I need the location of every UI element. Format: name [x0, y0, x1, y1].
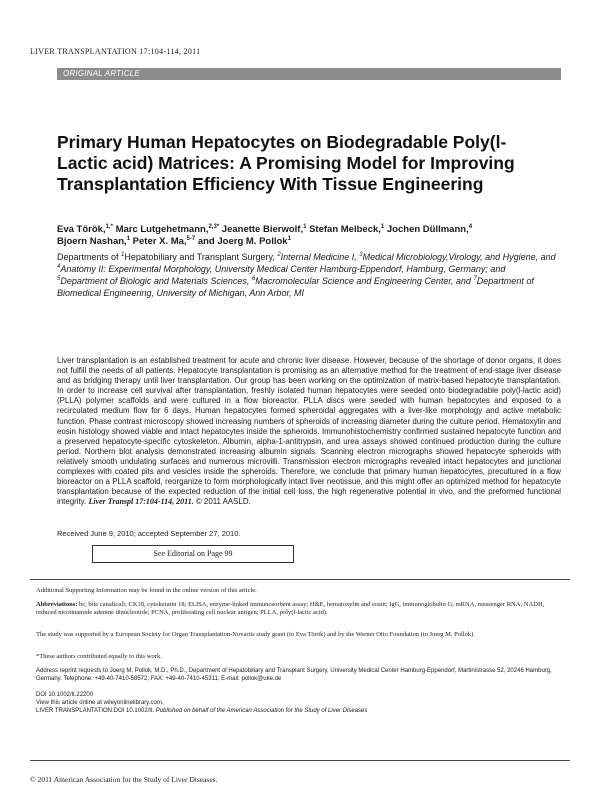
- footnotes: [30, 579, 570, 761]
- footnote-supporting-info: Additional Supporting Information may be found in the online version of this article.: [36, 587, 257, 594]
- see-editorial-link[interactable]: See Editorial on Page 99: [92, 545, 294, 563]
- footnote-equal-contribution: *These authors contributed equally to this work.: [36, 653, 162, 660]
- article-title: Primary Human Hepatocytes on Biodegradable Poly(l-Lactic acid) Matrices: A Promising Model for Improving Transplantation Efficiency With Tissue Engineering: [57, 132, 515, 194]
- author[interactable]: Marc Lutgehetmann,$^{2,3*}$: [115, 223, 220, 235]
- author[interactable]: Stefan Melbeck,$^1$: [309, 223, 385, 235]
- abstract-copyright: © 2011 AASLD.: [195, 497, 251, 507]
- author[interactable]: Jochen Düllmann,$^4$: [386, 223, 473, 235]
- abstract: [57, 356, 561, 507]
- author[interactable]: and Joerg M. Pollok$^1$: [197, 235, 291, 247]
- author[interactable]: Bjoern Nashan,$^1$: [57, 235, 131, 247]
- footnote-address: Address reprint requests to Joerg M. Pollok, M.D., Ph.D., Department of Hepatobiliary and Transplant Surgery, University Medical Center Hamburg-Eppendorf, Martinistrasse 52, 20246 Hamburg, Germany. Telephone: +49-40-7410-58572; FAX: +49-40-7410-45311; E-mail: pollok@uke.de: [36, 668, 552, 682]
- doi[interactable]: DOI 10.1002/lt.22200: [36, 692, 94, 698]
- abstract-citation: Liver Transpl 17:104-114, 2011.: [88, 497, 194, 507]
- footnote-abbreviations: Abbreviations: bc, bile canaliculi; CK18, cytokeratin 18; ELISA, enzyme-linked immunosorbent assay; H&E, hematoxylin and eosin; IgG, immunoglobulin G; mRNA, messenger RNA; NADH, reduced nicotinamide adenine dinucleotide; PCNA, proliferating cell nuclear antigen; PLLA, poly(l-lactic acid).: [36, 601, 545, 617]
- section-banner: ORIGINAL ARTICLE: [57, 68, 561, 80]
- author[interactable]: Peter X. Ma,$^{5-7}$: [132, 235, 196, 247]
- footnote-doi: DOI 10.1002/lt.22200 View this article online at wileyonlinelibrary.com. LIVER TRANSPLANTATION.DOI 10.1002/lt. Published on behalf of the American Association for the Study of Liver Diseases: [36, 692, 562, 715]
- abstract-body: Liver transplantation is an established treatment for acute and chronic liver disease. However, because of the shortage of donor organs, it does not fulfill the needs of all patients. Hepatocyte transplantation is promising as an alternative method for the treatment of end-stage liver disease and as bridging therapy until liver transplantation. Our group has been working on the optimization of matrix-based hepatocyte transplantation. In order to increase cell survival after transplantation, freshly isolated human hepatocytes were seeded onto biodegradable poly(l-lactic acid) (PLLA) polymer scaffolds and were cultured in a flow bioreactor. PLLA discs were seeded with human hepatocytes and exposed to a recirculated medium flow for 6 days. Human hepatocytes formed spheroidal aggregates with a liver-like morphology and active metabolic function. Phase contrast microscopy showed increasing numbers of spheroids of increasing diameter during the culture period. Hematoxylin and eosin histology showed viable and intact hepatocytes inside the spheroids. Immunohistochemistry confirmed sustained hepatocyte function and a preserved hepatocyte-specific cytoskeleton. Albumin, alpha-1-antitrypsin, and urea assays showed continued production during the culture period. Northern blot analysis demonstrated increasing albumin signals. Scanning electron micrographs showed hepatocyte spheroids with relatively smooth undulating surfaces and numerous microvilli. Transmission electron micrographs revealed intact hepatocytes and junctional complexes with coated pits and vesicles inside the spheroids. Therefore, we conclude that primary human hepatocytes, precultured in a flow bioreactor on a PLLA scaffold, reorganize to form morphologically intact liver neotissue, and this might offer an optimized method for hepatocyte transplantation because of the expected reduction of the initial cell loss, the high regenerative potential in vivo, and the preformed functional integrity.: [57, 356, 561, 507]
- affiliations: Departments of $^1$Hepatobiliary and Transplant Surgery, $^2$Internal Medicine I, $^3$Medical Microbiology,Virology, and Hygiene, and $^4$Anatomy II: Experimental Morphology, University Medical Center Hamburg-Eppendorf, Hamburg, Germany; and $^5$Department of Biologic and Materials Sciences, $^6$Macromolecular Science and Engineering Center, and $^7$Department of Biomedical Engineering, University of Michigan, Ann Arbor, MI: [57, 252, 556, 298]
- received-dates: Received June 9, 2010; accepted September 27, 2010.: [57, 529, 241, 538]
- affiliations-lead: Departments of: [57, 252, 119, 262]
- author[interactable]: Eva Török,$^{1,*}$: [57, 223, 113, 235]
- journal-header: LIVER TRANSPLANTATION 17:104-114, 2011: [30, 47, 201, 56]
- author-list: [57, 224, 557, 248]
- footnote-grant: The study was supported by a European Society for Organ Transplantation-Novartis study grant (to Eva Török) and by the Werner Otto Foundation (to Joerg M. Pollok).: [36, 631, 475, 638]
- online-link[interactable]: View this article online at wileyonlinelibrary.com.: [36, 699, 164, 706]
- page-copyright: © 2011 American Association for the Study of Liver Diseases.: [30, 775, 218, 784]
- author[interactable]: Jeanette Bierwolf,$^1$: [221, 223, 307, 235]
